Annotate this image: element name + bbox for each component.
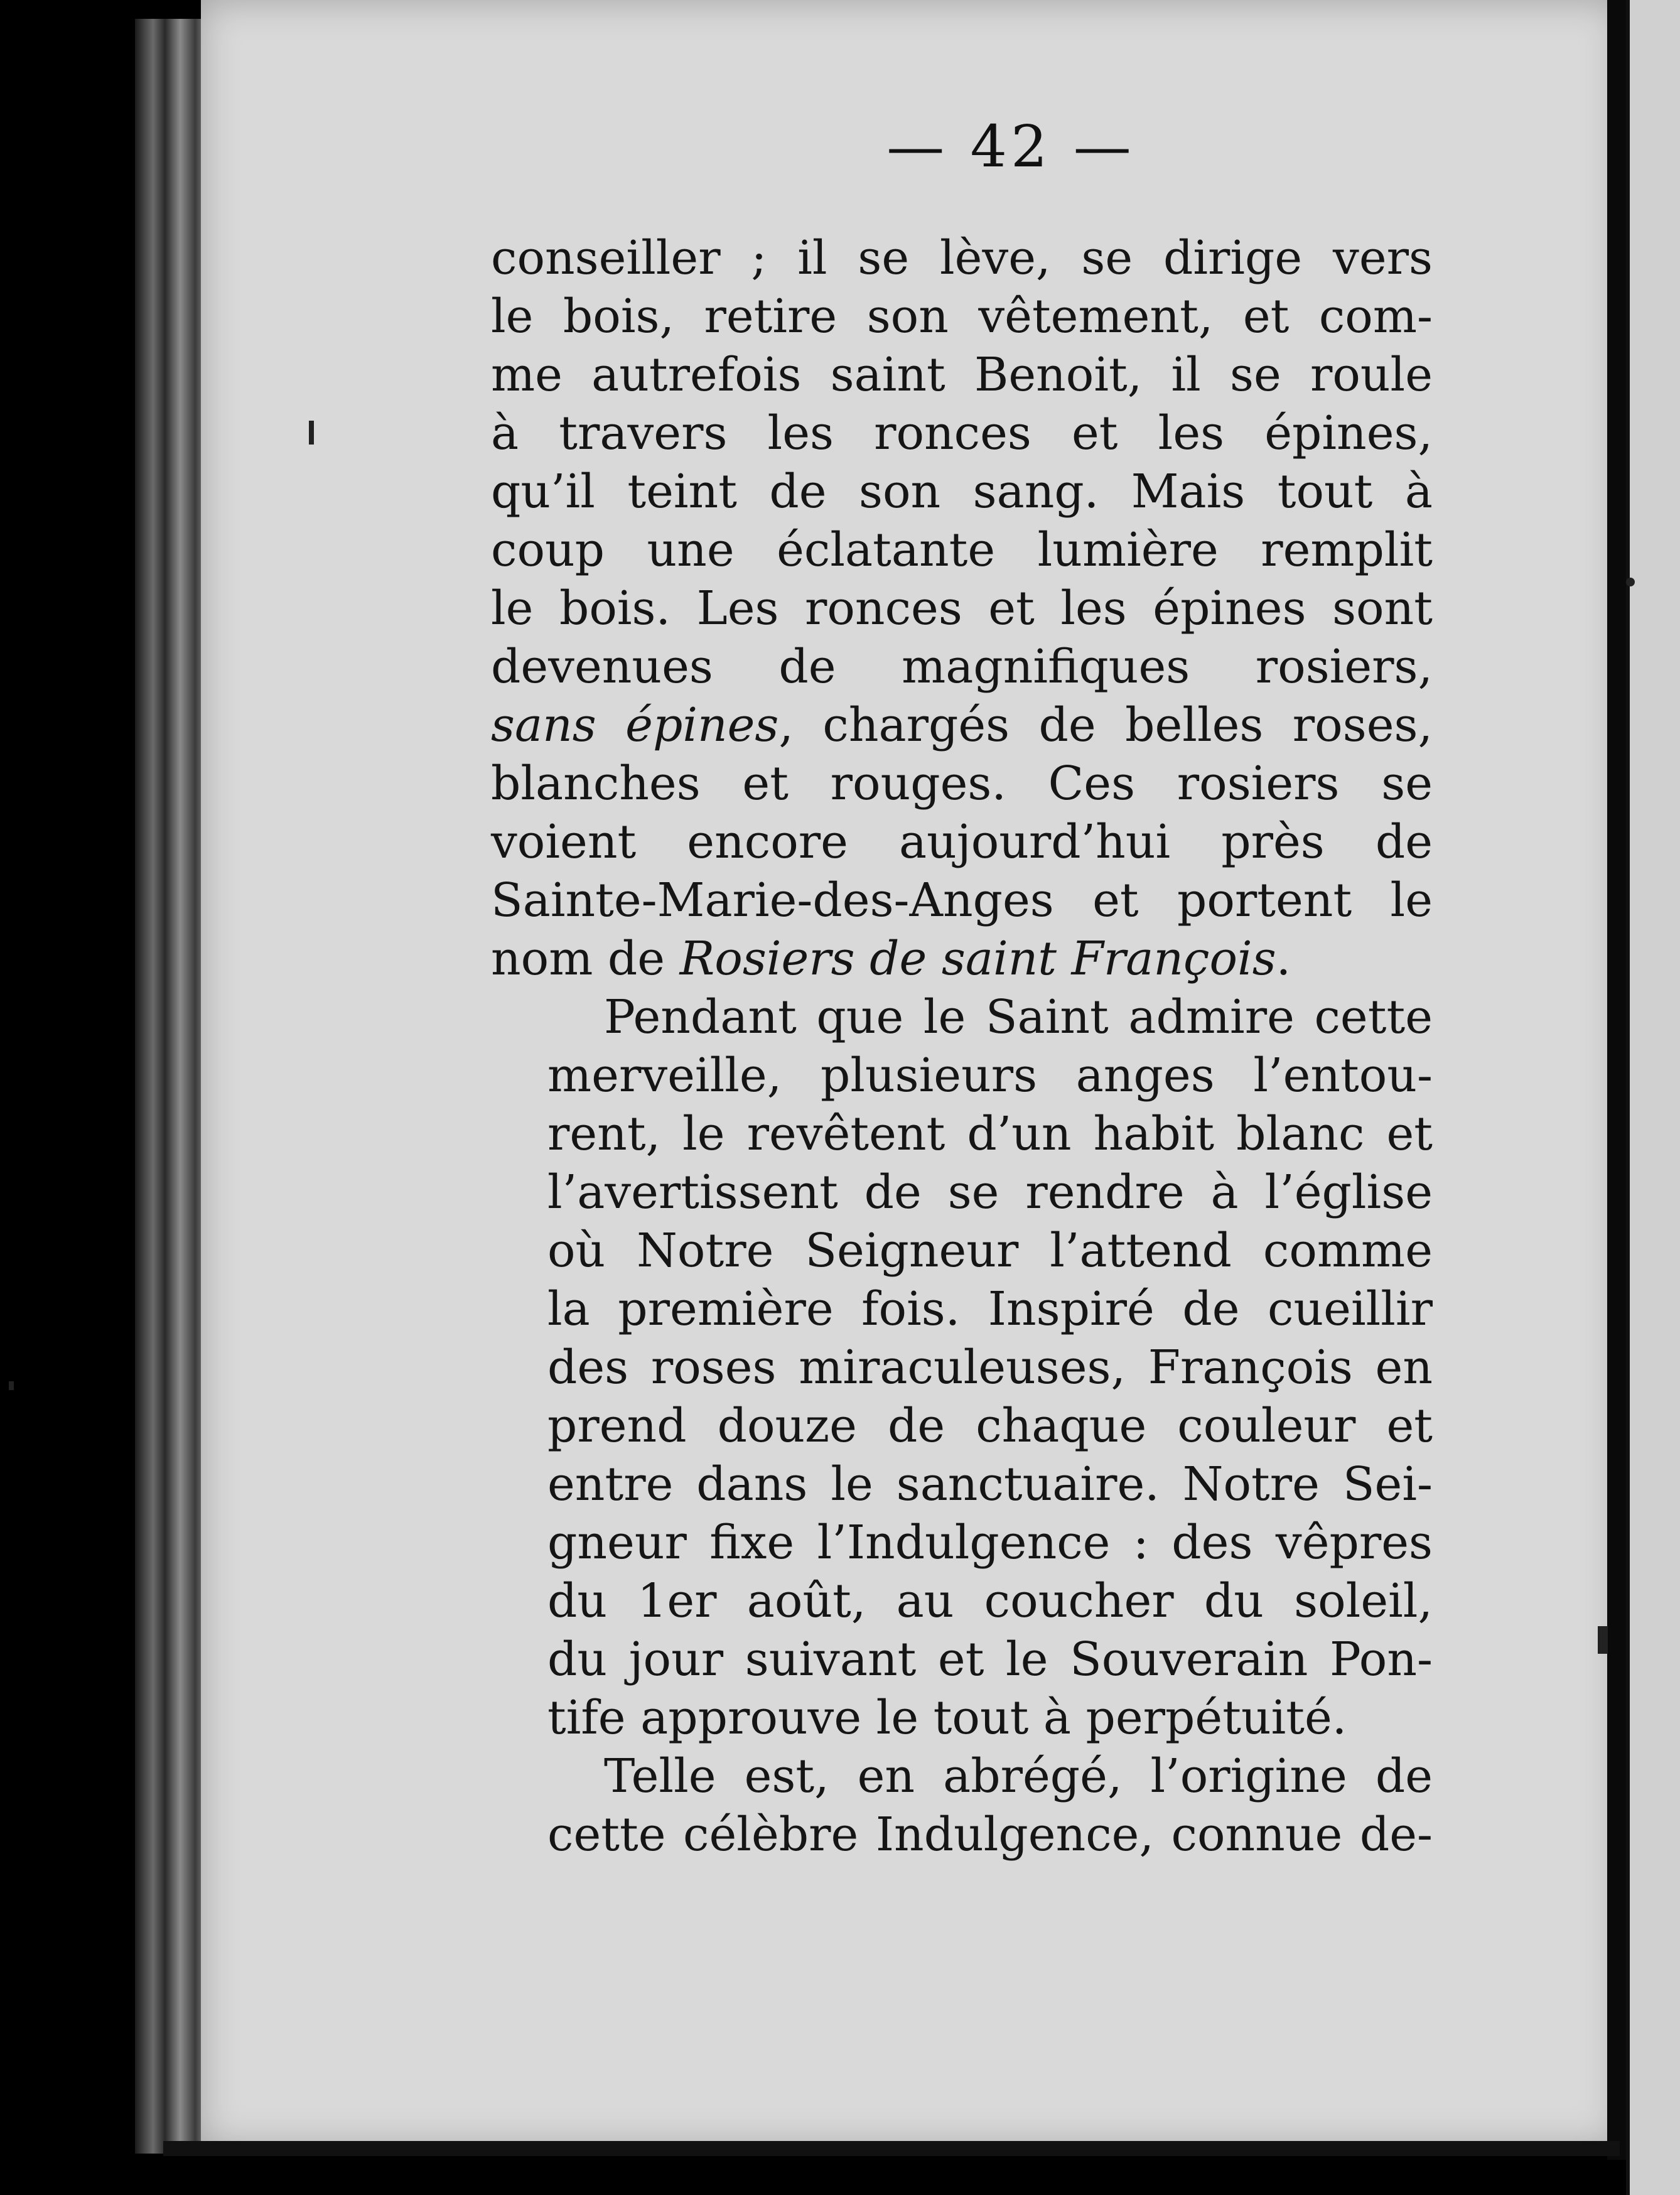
text-line: me autrefois saint Benoit, il se roule [491, 348, 1433, 402]
text-line: merveille, plusieurs anges l’entou- [547, 1049, 1433, 1103]
text-line: l’avertissent de se rendre à l’église [547, 1165, 1433, 1219]
paragraph-1 [491, 229, 1433, 988]
text-segment: nom de [491, 932, 680, 986]
text-line: conseiller ; il se lève, se dirige vers [491, 231, 1433, 285]
text-line: devenues de magnifiques rosiers, [491, 640, 1433, 694]
text-line: tife approuve le tout à perpétuité. [547, 1691, 1347, 1745]
speck [1598, 1626, 1608, 1654]
text-line: le bois, retire son vêtement, et com- [491, 289, 1433, 343]
facing-page-strip [1626, 0, 1680, 2195]
text-line: le bois. Les ronces et les épines sont [491, 581, 1433, 635]
text-line: du jour suivant et le Souverain Pon- [547, 1632, 1433, 1686]
text-line: à travers les ronces et les épines, [491, 406, 1433, 460]
speck [1626, 578, 1635, 586]
italic-text: Rosiers de saint François [679, 932, 1276, 986]
text-line: Sainte-Marie-des-Anges et portent le [491, 873, 1433, 927]
page-right-shadow [1607, 0, 1626, 2160]
text-line: rent, le revêtent d’un habit blanc et [547, 1107, 1433, 1161]
text-line: où Notre Seigneur l’attend comme [547, 1224, 1433, 1278]
text-line: qu’il teint de son sang. Mais tout à [491, 465, 1433, 519]
text-line: voient encore aujourd’hui près de [491, 815, 1433, 869]
text-segment: . [1276, 932, 1291, 986]
text-line: cette célèbre Indulgence, connue de- [547, 1808, 1433, 1862]
speck [9, 1381, 14, 1390]
text-segment: , chargés de belles roses, [778, 698, 1433, 752]
text-line: gneur fixe l’Indulgence : des vêpres [547, 1516, 1433, 1570]
text-line [491, 696, 1433, 755]
text-line [491, 930, 1433, 988]
text-line: des roses miraculeuses, François en [547, 1340, 1433, 1394]
text-line: coup une éclatante lumière remplit [491, 523, 1433, 577]
text-line: blanches et rouges. Ces rosiers se [491, 757, 1433, 811]
italic-text: sans épines [491, 698, 779, 752]
paragraph-2 [491, 988, 1433, 1747]
text-line: la première fois. Inspiré de cueillir [547, 1282, 1433, 1336]
text-line: prend douze de chaque couleur et [547, 1399, 1433, 1453]
text-line: Pendant que le Saint admire cette [604, 990, 1433, 1044]
text-line: entre dans le sanctuaire. Notre Sei- [547, 1457, 1433, 1511]
page-bottom-edge [163, 2141, 1620, 2156]
text-line: Telle est, en abrégé, l’origine de [604, 1749, 1433, 1803]
paragraph-3 [491, 1747, 1433, 1864]
text-line: du 1er août, au coucher du soleil, [547, 1574, 1433, 1628]
page-number: — 42 — [886, 113, 1135, 180]
speck [309, 421, 314, 445]
body-text [491, 229, 1433, 1864]
